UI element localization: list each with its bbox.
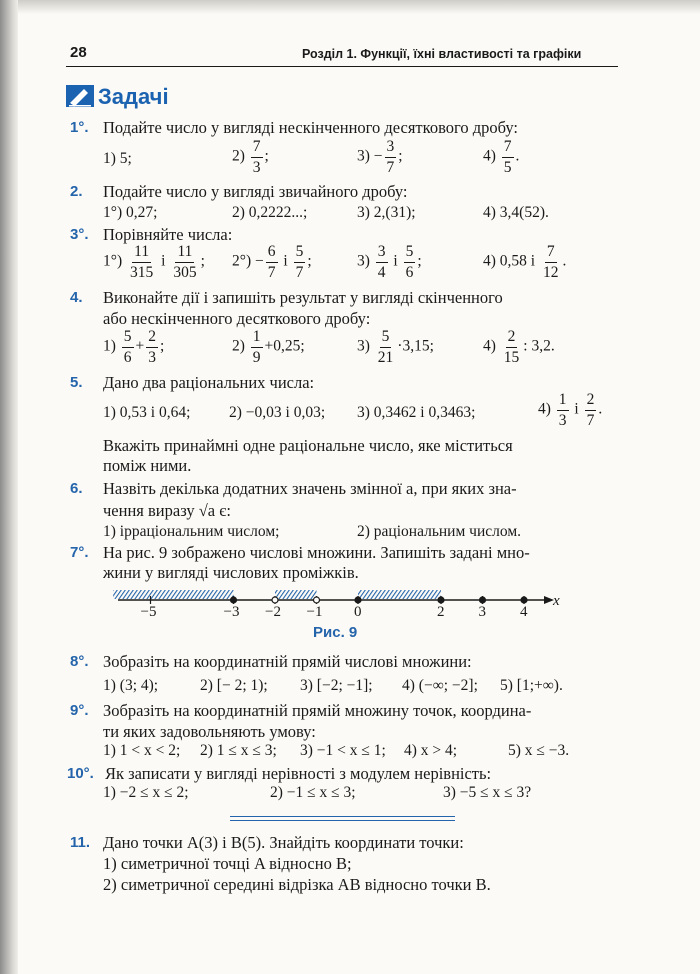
fraction: $\frac{7}{3}$ (252, 138, 261, 176)
task-item: 4) x > 4; (404, 742, 458, 759)
open-endpoint (272, 597, 278, 603)
task-number: 3°. (70, 226, 89, 243)
task-item: 3) 0,3462 і 0,3463; (357, 404, 476, 421)
filled-endpoint (438, 597, 444, 603)
task-1 (70, 119, 89, 137)
task-item: 1) −2 ≤ x ≤ 2; (103, 784, 189, 801)
filled-endpoint (521, 597, 527, 603)
number-line-figure (110, 588, 570, 622)
task-item: 3) $\frac{3}{4}$ і $\frac{5}{6}$ ; (357, 243, 422, 281)
task-text: поміж ними. (103, 456, 192, 475)
task-text: Виконайте дії і запишіть результат у вигляді скінченного (103, 288, 503, 307)
header-rule (66, 66, 618, 67)
task-number: 9°. (70, 702, 89, 719)
fraction: $\frac{3}{4}$ (377, 243, 386, 281)
axis-tick-label: 3 (478, 604, 486, 620)
fraction: $\frac{5}{7}$ (295, 243, 304, 281)
running-title: Розділ 1. Функції, їхні властивості та графіки (302, 47, 582, 61)
axis-tick-label: 4 (520, 604, 528, 620)
task-item: 3) −1 < x ≤ 1; (300, 742, 386, 759)
section-title: Задачі (98, 84, 169, 109)
fraction: $\frac{2}{3}$ (148, 328, 157, 366)
task-item: 1°) 0,27; (103, 204, 158, 221)
axis-tick-label: −2 (265, 604, 281, 620)
fraction: $\frac{5}{6}$ (405, 243, 414, 281)
task-text: На рис. 9 зображено числові множини. Запишіть задані мно- (103, 543, 530, 562)
task-item: 1) ірраціональним числом; (103, 523, 280, 540)
task-item: 4) $\frac{1}{3}$ і $\frac{2}{7}$ . (538, 391, 603, 429)
fraction: $\frac{11}{315}$ (130, 243, 154, 281)
fraction: $\frac{7}{5}$ (503, 138, 512, 176)
task-text: Подайте число у вигляді звичайного дробу: (103, 182, 408, 201)
task-item: 2) $\frac{7}{3}$ ; (232, 138, 269, 176)
task-item: 4) 0,58 і $\frac{7}{12}$ . (483, 243, 567, 281)
task-item: 3) 2,(31); (357, 204, 416, 221)
task-item: 4) (−∞; −2]; (402, 677, 478, 694)
fraction: $\frac{11}{305}$ (173, 243, 197, 281)
task-item: 2) −0,03 і 0,03; (229, 404, 326, 421)
task-item: 2) 1 ≤ x ≤ 3; (200, 742, 277, 759)
pencil-icon (66, 85, 94, 107)
task-text: чення виразу √a є: (103, 501, 231, 520)
task-text: жини у вигляді числових проміжків. (103, 563, 359, 582)
fraction: $\frac{1}{9}$ (252, 328, 261, 366)
fraction: $\frac{2}{7}$ (586, 391, 595, 429)
task-text: або нескінченного десяткового дробу: (103, 309, 371, 328)
axis-tick-label: 2 (437, 604, 445, 620)
task-item: 2) −1 ≤ x ≤ 3; (270, 784, 356, 801)
task-item: 2) $\frac{1}{9}$ +0,25; (232, 328, 305, 366)
section-divider (230, 820, 455, 821)
task-item: 1) симетричної точці A відносно B; (103, 854, 352, 873)
task-number: 8°. (70, 653, 89, 670)
page-top-shade (18, 0, 700, 14)
task-item: 3) $\frac{5}{21}$ ·3,15; (357, 328, 434, 366)
task-item: 1) 0,53 і 0,64; (103, 404, 191, 421)
task-item: 5) [1;+∞). (500, 677, 563, 694)
task-item: 2°) − $\frac{6}{7}$ і $\frac{5}{7}$ ; (232, 243, 312, 281)
axis-tick-label: −3 (223, 604, 240, 620)
fraction: $\frac{7}{12}$ (542, 243, 559, 281)
axis-tick-label: −1 (306, 604, 323, 620)
task-item: 4) $\frac{7}{5}$ . (483, 138, 520, 176)
axis-tick-label: −5 (140, 604, 157, 620)
task-item: 1) 1 < x < 2; (103, 742, 181, 759)
axis-tick-label: 0 (354, 604, 362, 620)
task-number: 2. (70, 183, 83, 200)
task-item: 2) [− 2; 1); (200, 677, 268, 694)
fraction: $\frac{5}{6}$ (123, 328, 132, 366)
book-spine-shadow (0, 0, 18, 974)
fraction: $\frac{5}{21}$ (377, 328, 394, 366)
figure-caption: Рис. 9 (313, 624, 358, 641)
filled-endpoint (355, 597, 361, 603)
task-text: Дано точки A(3) і B(5). Знайдіть координати точки: (103, 833, 464, 852)
task-number: 6. (70, 480, 83, 497)
task-text: ти яких задовольняють умову: (103, 722, 316, 741)
fraction: $\frac{3}{7}$ (386, 138, 395, 176)
axis-variable: x (553, 593, 560, 609)
task-number: 5. (70, 374, 83, 391)
task-item: 4) 3,4(52). (483, 204, 549, 221)
task-text: Подайте число у вигляді нескінченного десяткового дробу: (103, 118, 519, 137)
task-text: Зобразіть на координатній прямій числові множини: (103, 652, 472, 671)
task-number: 11. (70, 834, 91, 851)
task-item: 2) 0,2222...; (232, 204, 308, 221)
task-text: Зобразіть на координатній прямій множину точок, координа- (103, 701, 532, 720)
page-number: 28 (70, 44, 87, 61)
task-number: 4. (70, 289, 83, 306)
task-item: 2) раціональним числом. (357, 523, 521, 540)
task-text: Вкажіть принаймні одне раціональне число, яке міститься (103, 436, 513, 455)
task-item: 2) симетричної середині відрізка AB відносно точки B. (103, 875, 491, 894)
task-text: Назвіть декілька додатних значень змінної a, при яких зна- (103, 479, 517, 498)
filled-endpoint (231, 597, 237, 603)
filled-endpoint (480, 597, 486, 603)
task-number: 1°. (70, 119, 89, 136)
open-endpoint (314, 597, 320, 603)
section-divider (230, 816, 455, 817)
task-number: 7°. (70, 544, 89, 561)
task-item: 3) − $\frac{3}{7}$ ; (357, 138, 403, 176)
fraction: $\frac{2}{15}$ (503, 328, 520, 366)
task-item: 1) (3; 4); (103, 677, 159, 694)
fraction: $\frac{1}{3}$ (558, 391, 567, 429)
task-item: 5) x ≤ −3. (508, 742, 570, 759)
task-number: 10°. (67, 765, 94, 782)
task-item: 1°) $\frac{11}{315}$ і $\frac{11}{305}$ ; (103, 243, 205, 281)
hatched-interval (358, 590, 441, 599)
hatched-interval (113, 590, 233, 599)
hatched-interval (275, 590, 317, 599)
task-item: 1) 5; (103, 150, 132, 167)
task-item: 3) [−2; −1]; (300, 677, 373, 694)
task-text: Дано два раціональних числа: (103, 373, 315, 392)
fraction: $\frac{6}{7}$ (267, 243, 276, 281)
task-text: Порівняйте числа: (103, 225, 233, 244)
task-item: 4) $\frac{2}{15}$ : 3,2. (483, 328, 555, 366)
task-item: 1) $\frac{5}{6}$ + $\frac{2}{3}$ ; (103, 328, 165, 366)
task-text: Як записати у вигляді нерівності з модулем нерівність: (105, 764, 492, 783)
task-item: 3) −5 ≤ x ≤ 3? (443, 784, 532, 801)
